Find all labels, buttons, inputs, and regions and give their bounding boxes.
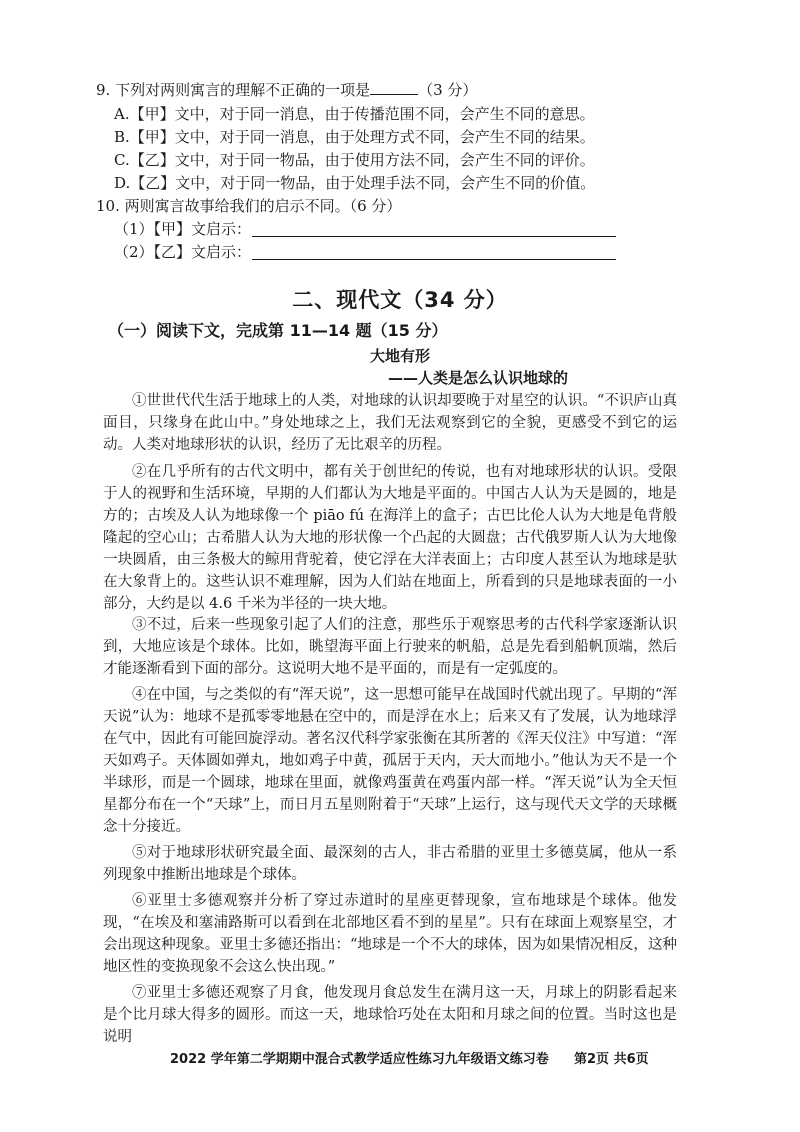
article-subtitle: ——人类是怎么认识地球的 [388, 369, 569, 387]
paragraph-2: ②在几乎所有的古代文明中，都有关于创世纪的传说，也有对地球形状的认识。受限于人的视野和生活环境，早期的人们都认为大地是平面的。中国古人认为天是圆的，地是方的；古埃及人认为地球像一个 piāo fú 在海洋上的盒子；古巴比伦人认为大地是龟背般隆起的空心山；古希腊人认为大地的形状像一个凸起的大圆盘；古代俄罗斯人认为大地像一块圆盾，由三条极大的鲸用背驼着，使它浮在大洋表面上；古印度人甚至认为地球是驮在大象背上的。这些认识不难理解，因为人们站在地面上，所看到的只是地球表面的一小部分，大约是以 4.6 千米为半径的一块大地。 [103, 464, 677, 612]
paragraph-5: ⑤对于地球形状研究最全面、最深刻的古人，非古希腊的亚里士多德莫属，他从一系列现象中推断出地球是个球体。 [103, 845, 677, 883]
option-c: C.【乙】文中，对于同一物品，由于使用方法不同，会产生不同的评价。 [114, 151, 595, 169]
option-a: A.【甲】文中，对于同一消息，由于传播范围不同，会产生不同的意思。 [114, 105, 595, 123]
paragraph-6: ⑥亚里士多德观察并分析了穿过赤道时的星座更替现象，宣布地球是个球体。他发现，“在埃及和塞浦路斯可以看到在北部地区看不到的星星”。只有在球面上观察星空，才会出现这种现象。亚里士多德还指出：“地球是一个不大的球体，因为如果情况相反，这种地区性的变换现象不会这么快出现。” [103, 893, 677, 975]
paragraph-3: ③不过，后来一些现象引起了人们的注意，那些乐于观察思考的古代科学家逐渐认识到，大地应该是个球体。比如，眺望海平面上行驶来的帆船，总是先看到船帆顶端，然后才能逐渐看到下面的部分。这说明大地不是平面的，而是有一定弧度的。 [103, 617, 677, 677]
paragraph-4: ④在中国，与之类似的有“浑天说”，这一思想可能早在战国时代就出现了。早期的“浑天说”认为：地球不是孤零零地悬在空中的，而是浮在水上；后来又有了发展，认为地球浮在气中，因此有可能回旋浮动。著名汉代科学家张衡在其所著的《浑天仪注》中写道：“浑天如鸡子。天体圆如弹丸，地如鸡子中黄，孤居于天内，天大而地小。”他认为天不是一个半球形，而是一个圆球，地球在里面，就像鸡蛋黄在鸡蛋内部一样。“浑天说”认为全天恒星都分布在一个“天球”上，而日月五星则附着于“天球”上运行，这与现代天文学的天球概念十分接近。 [103, 687, 677, 835]
answer-line-1[interactable] [252, 236, 616, 237]
question-9-points: （3 分） [418, 81, 478, 99]
answer-line-2[interactable] [252, 259, 616, 260]
question-9-text: 9. 下列对两则寓言的理解不正确的一项是 [96, 81, 371, 99]
paragraph-1: ①世世代代生活于地球上的人类，对地球的认识却要晚于对星空的认识。“不识庐山真面目，只缘身在此山中。”身处地球之上，我们无法观察到它的全貌，更感受不到它的运动。人类对地球形状的认识，经历了无比艰辛的历程。 [103, 393, 677, 453]
subsection-title: （一）阅读下文，完成第 11—14 题（15 分） [108, 321, 448, 340]
answer-blank[interactable] [370, 80, 418, 95]
section-title: 二、现代文（34 分） [292, 288, 508, 312]
question-10-sub-1: （1）【甲】文启示： [114, 220, 252, 238]
option-b: B.【甲】文中，对于同一消息，由于处理方式不同，会产生不同的结果。 [114, 128, 595, 146]
footer-exam-name: 2022 学年第二学期期中混合式教学适应性练习九年级语文练习卷 [170, 1052, 549, 1067]
article-title: 大地有形 [369, 347, 430, 365]
footer-page-number: 第2页 共6页 [574, 1052, 649, 1067]
paragraph-7: ⑦亚里士多德还观察了月食，他发现月食总发生在满月这一天，月球上的阴影看起来是个比月球大得多的圆形。而这一天，地球恰巧处在太阳和月球之间的位置。当时这也是说明 [103, 985, 677, 1045]
question-10-stem: 10. 两则寓言故事给我们的启示不同。（6 分） [96, 197, 402, 215]
option-d: D.【乙】文中，对于同一物品，由于处理手法不同，会产生不同的价值。 [114, 174, 596, 192]
question-9-stem [96, 79, 477, 101]
question-10-sub-2: （2）【乙】文启示： [114, 243, 252, 261]
